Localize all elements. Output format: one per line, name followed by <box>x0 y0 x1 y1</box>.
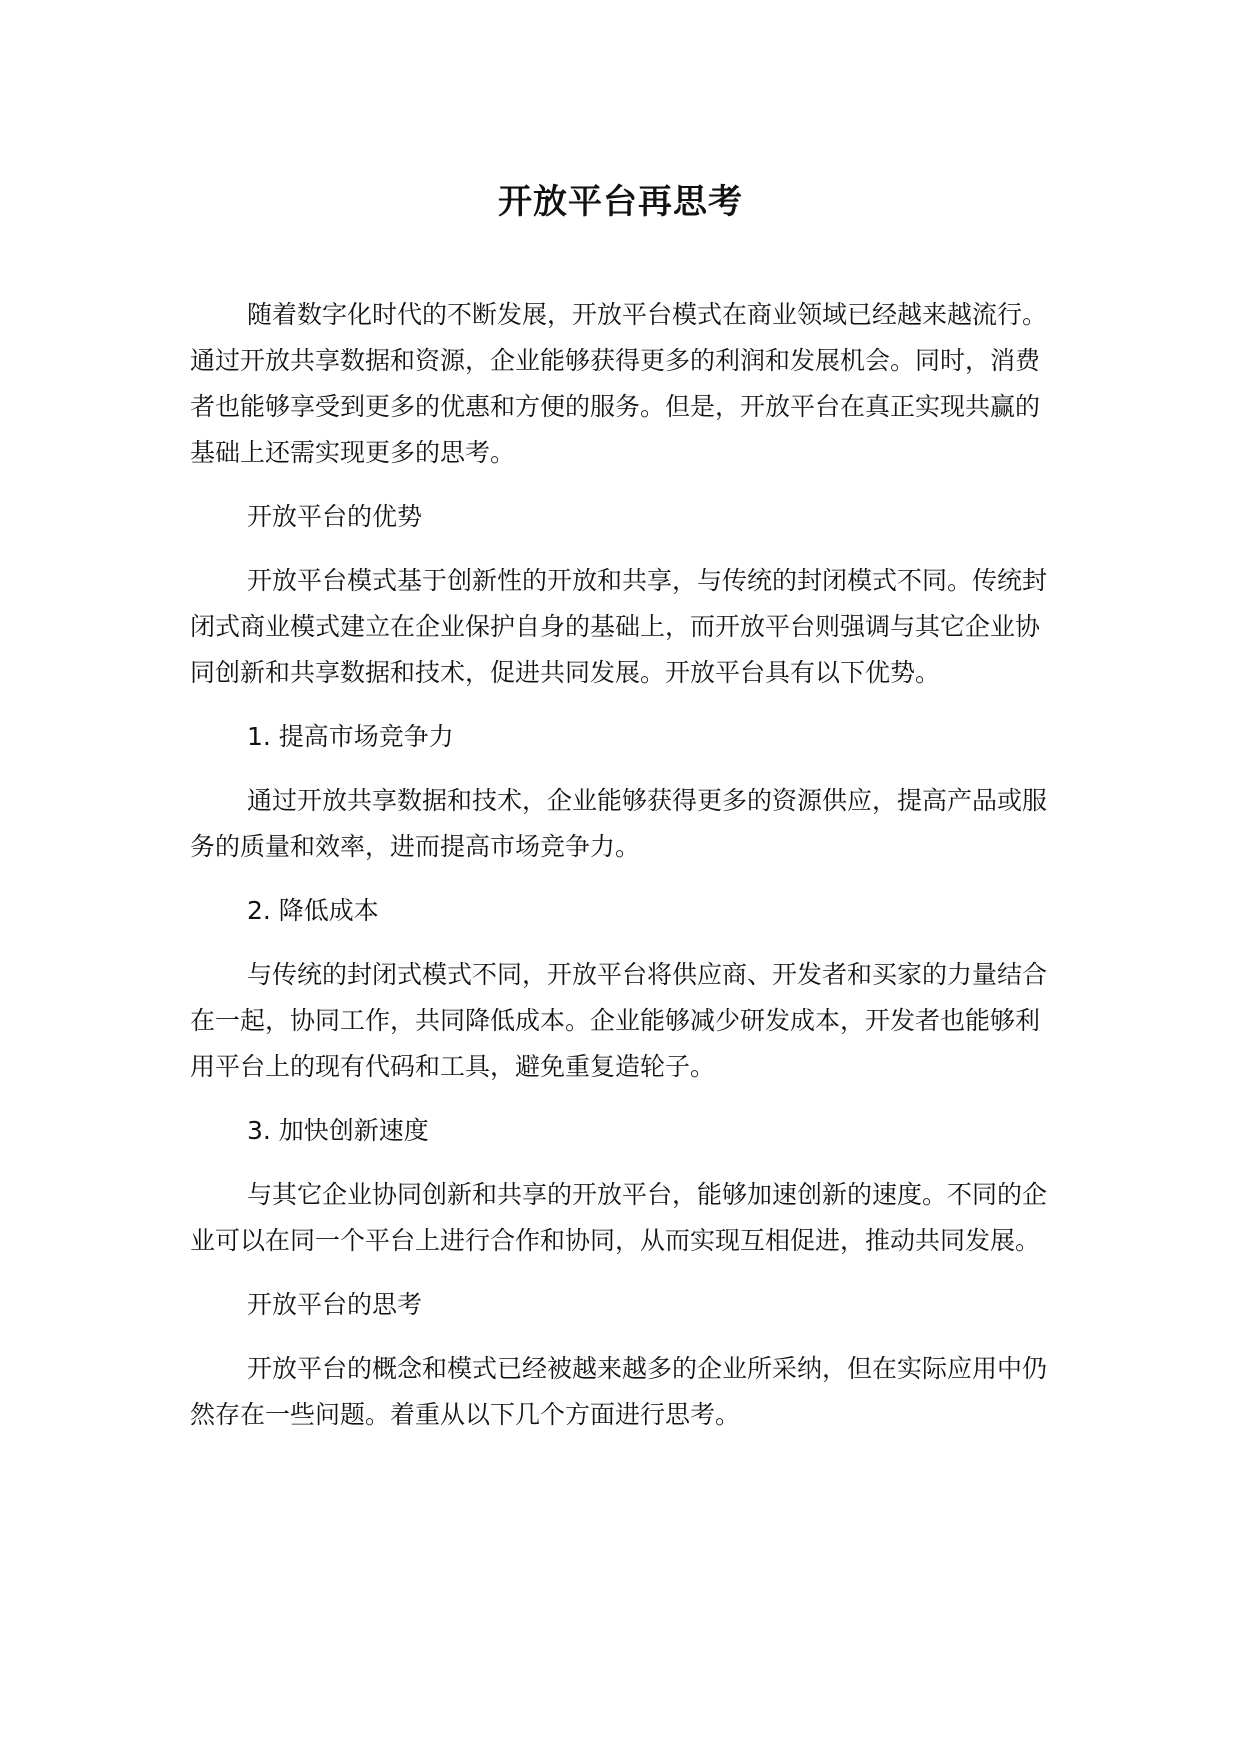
paragraph-advantages: 开放平台模式基于创新性的开放和共享，与传统的封闭模式不同。传统封闭式商业模式建立在企业保护自身的基础上，而开放平台则强调与其它企业协同创新和共享数据和技术，促进共同发展。开放平台具有以下优势。 <box>190 566 1048 687</box>
section-heading-reflection: 开放平台的思考 <box>247 1290 423 1319</box>
paragraph-reduce-cost: 与传统的封闭式模式不同，开放平台将供应商、开发者和买家的力量结合在一起，协同工作，共同降低成本。企业能够减少研发成本，开发者也能够利用平台上的现有代码和工具，避免重复造轮子。 <box>190 960 1048 1081</box>
paragraph-reflection: 开放平台的概念和模式已经被越来越多的企业所采纳，但在实际应用中仍然存在一些问题。着重从以下几个方面进行思考。 <box>190 1354 1048 1429</box>
paragraph-competitiveness: 通过开放共享数据和技术，企业能够获得更多的资源供应，提高产品或服务的质量和效率，进而提高市场竞争力。 <box>190 786 1048 861</box>
paragraph-innovation-speed: 与其它企业协同创新和共享的开放平台，能够加速创新的速度。不同的企业可以在同一个平台上进行合作和协同，从而实现互相促进，推动共同发展。 <box>190 1180 1048 1255</box>
list-heading-competitiveness: 1. 提高市场竞争力 <box>247 722 454 751</box>
list-heading-innovation-speed: 3. 加快创新速度 <box>247 1116 429 1145</box>
document-title: 开放平台再思考 <box>498 182 743 222</box>
document-body <box>190 292 1060 1456</box>
list-heading-reduce-cost: 2. 降低成本 <box>247 896 379 925</box>
section-heading-advantages: 开放平台的优势 <box>247 502 423 531</box>
paragraph-intro: 随着数字化时代的不断发展，开放平台模式在商业领域已经越来越流行。通过开放共享数据和资源，企业能够获得更多的利润和发展机会。同时，消费者也能够享受到更多的优惠和方便的服务。但是，开放平台在真正实现共赢的基础上还需实现更多的思考。 <box>190 300 1048 467</box>
